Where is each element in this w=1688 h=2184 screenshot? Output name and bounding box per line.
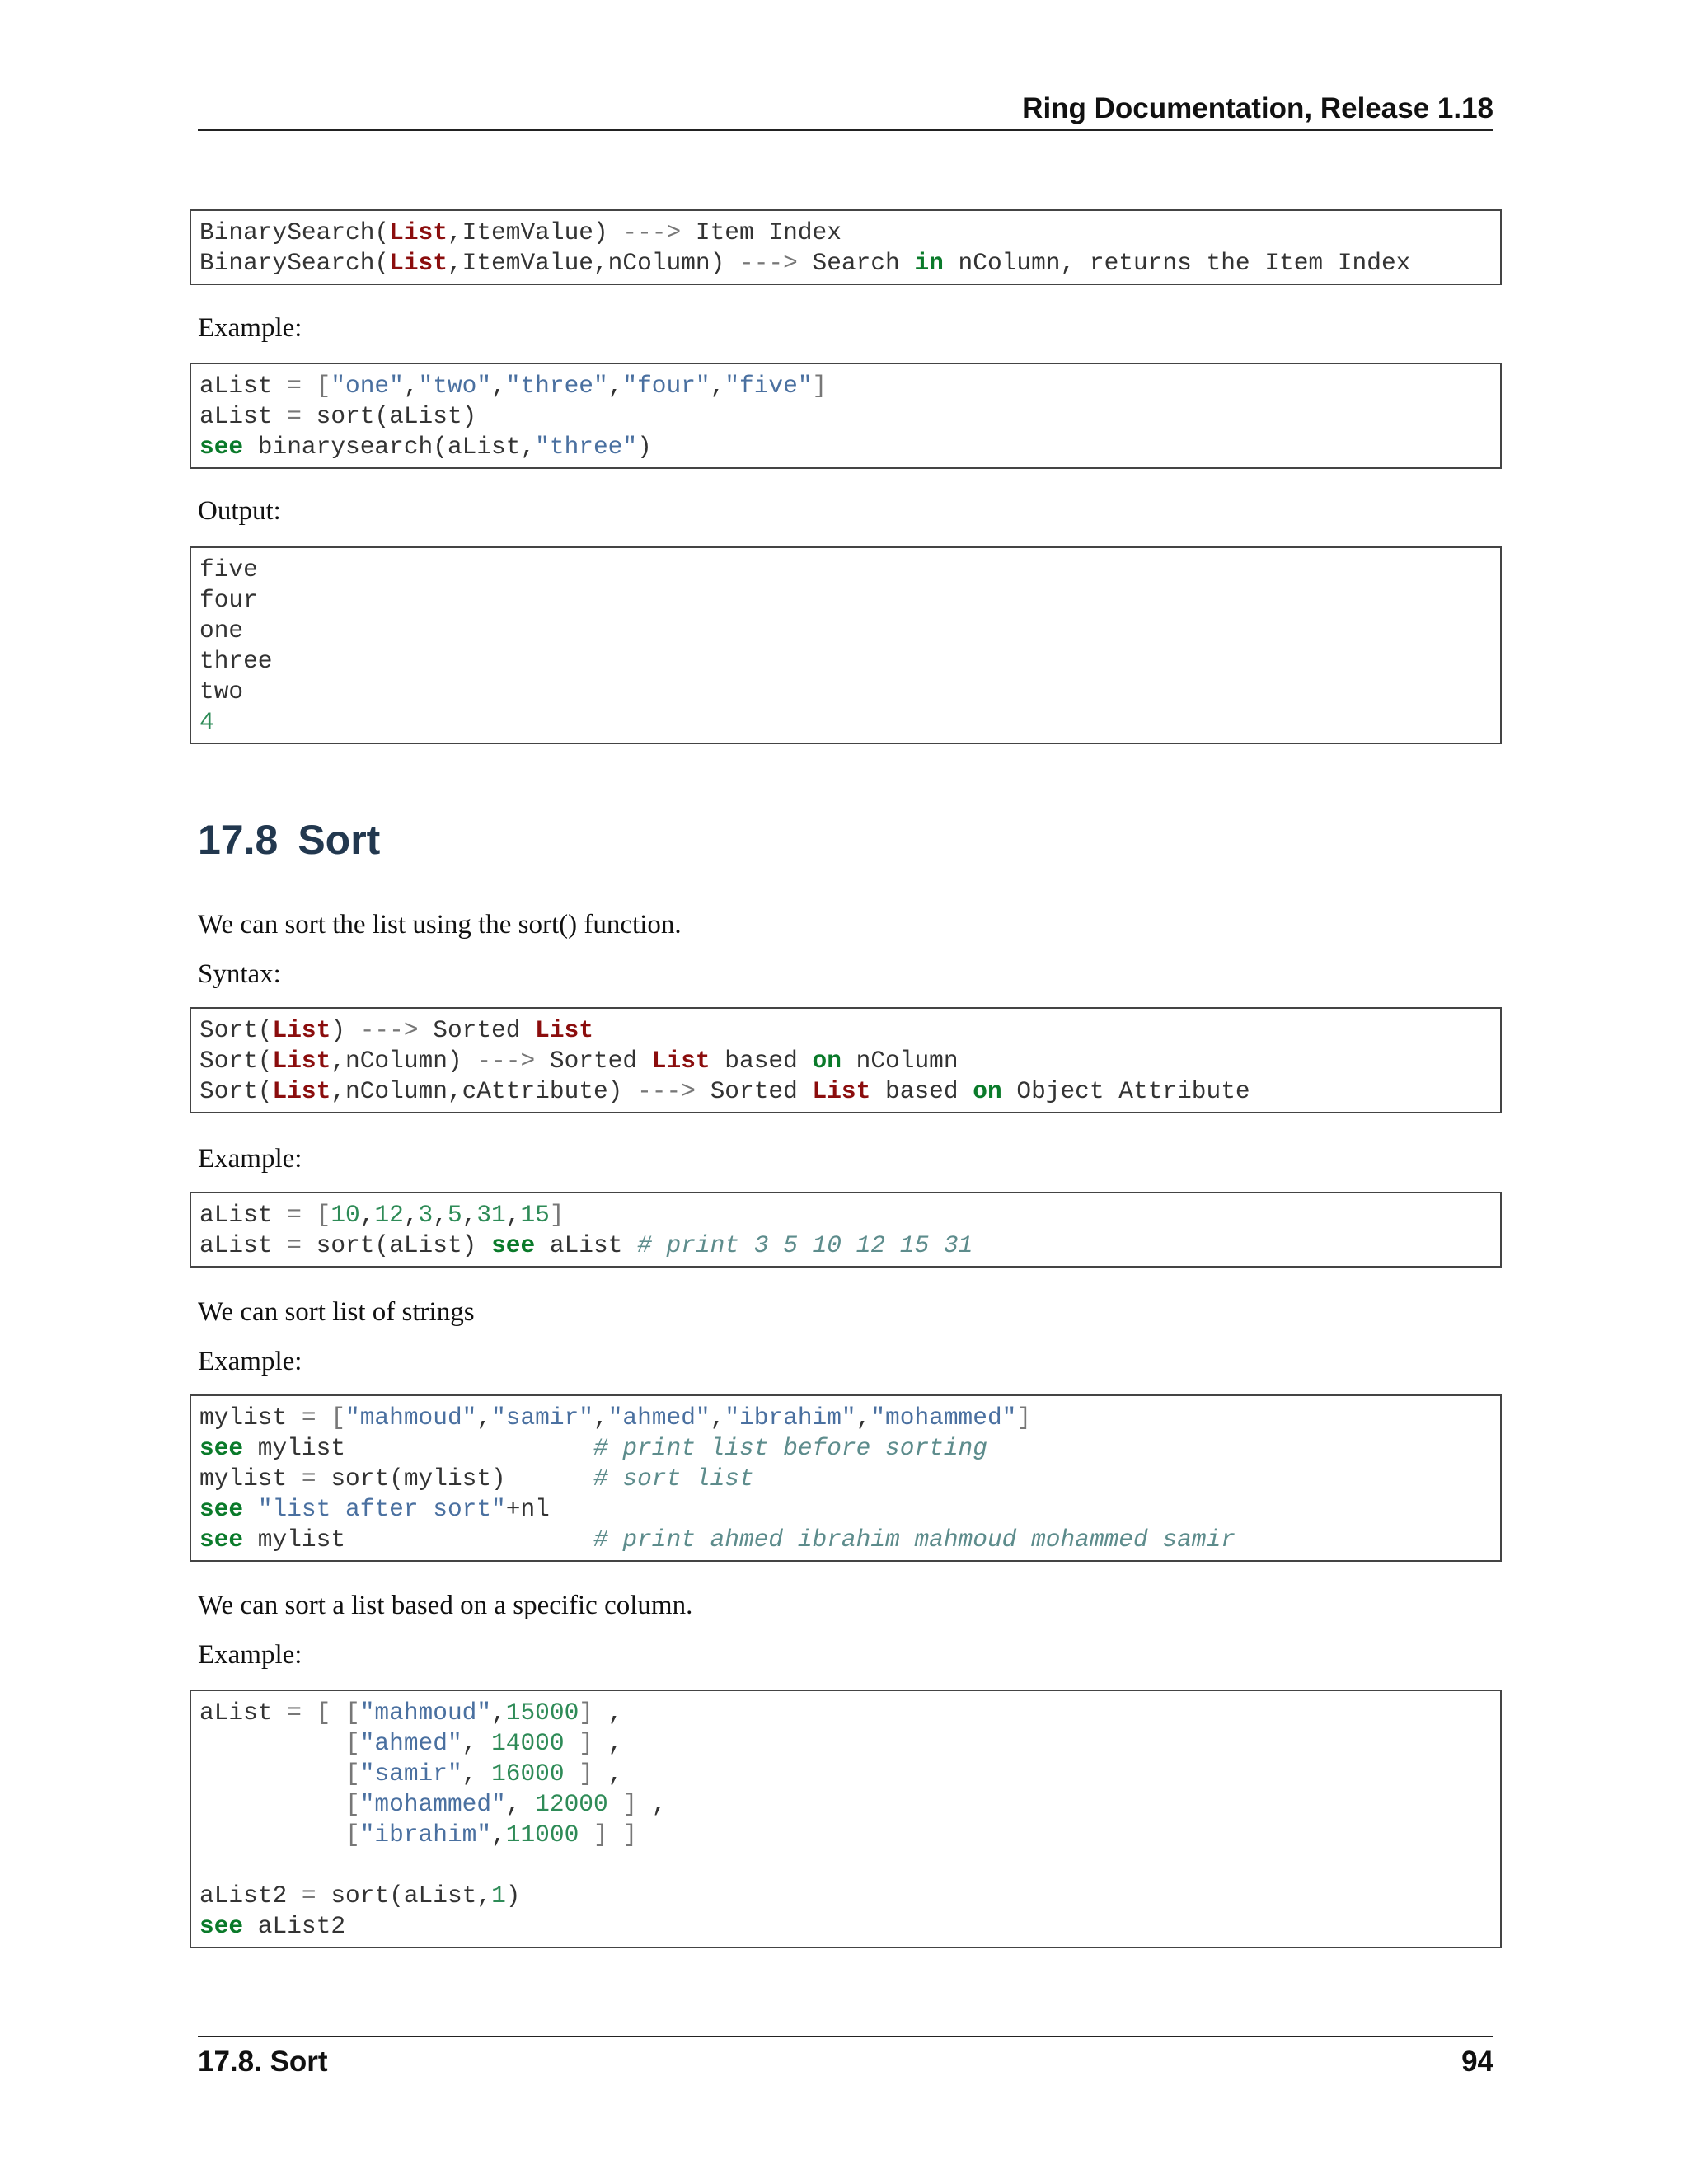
code-token: List <box>651 1047 710 1075</box>
code-token: ,nColumn) <box>331 1047 477 1075</box>
code-token <box>565 1760 579 1788</box>
code-line <box>199 646 1492 677</box>
paragraph-example-label: Example: <box>198 313 302 343</box>
code-token: Sorted <box>535 1047 652 1075</box>
code-token: "mahmoud" <box>345 1404 477 1432</box>
code-token: 3 <box>418 1201 434 1229</box>
code-token <box>579 1821 593 1849</box>
code-line <box>199 371 1492 401</box>
code-token: 4 <box>199 708 214 736</box>
code-token: , <box>593 1699 623 1727</box>
code-token: five <box>199 555 258 583</box>
code-token: aList <box>199 1231 288 1259</box>
code-token: ---> <box>359 1016 419 1044</box>
code-token: List <box>389 218 448 246</box>
code-token: on <box>812 1047 842 1075</box>
code-token: nColumn, returns the Item Index <box>943 249 1411 277</box>
code-token: aList <box>199 1201 288 1229</box>
code-token: sort(aList) <box>301 1231 492 1259</box>
code-token: ] <box>579 1699 593 1727</box>
code-token: "three" <box>505 372 608 400</box>
code-token: ,ItemValue) <box>447 218 623 246</box>
code-token: List <box>812 1077 871 1105</box>
code-token: ---> <box>476 1047 536 1075</box>
code-token: ,nColumn,cAttribute) <box>331 1077 638 1105</box>
header-divider <box>198 129 1493 131</box>
code-token: List <box>272 1016 331 1044</box>
code-token: +nl <box>505 1495 550 1523</box>
code-token <box>199 1760 345 1788</box>
code-token: aList2 <box>243 1912 346 1940</box>
code-token: , <box>593 1729 623 1757</box>
code-token: "two" <box>418 372 492 400</box>
section-number: 17.8 <box>198 817 279 863</box>
code-line <box>199 1911 1492 1942</box>
code-token: [ <box>345 1760 360 1788</box>
code-token: ---> <box>622 218 682 246</box>
code-token: mylist <box>243 1526 593 1554</box>
code-token <box>199 1729 345 1757</box>
code-token: ] <box>593 1821 608 1849</box>
code-line <box>199 1200 1492 1230</box>
code-token: , <box>476 1404 492 1432</box>
code-token: aList <box>199 372 288 400</box>
code-token: , <box>710 372 725 400</box>
code-token: [ <box>316 1201 331 1229</box>
code-token <box>243 1495 258 1523</box>
code-block-binarysearch-output <box>190 546 1502 744</box>
paragraph-example-label-4: Example: <box>198 1640 302 1670</box>
code-token: = <box>287 1231 302 1259</box>
code-token: see <box>199 1495 244 1523</box>
code-line <box>199 707 1492 738</box>
code-line <box>199 432 1492 462</box>
code-token: ] <box>812 372 828 400</box>
code-token: 14000 <box>491 1729 565 1757</box>
code-token: see <box>199 433 244 461</box>
code-token: List <box>272 1047 331 1075</box>
code-token <box>302 1201 316 1229</box>
code-token: 12000 <box>535 1790 608 1818</box>
code-token <box>316 1404 331 1432</box>
code-token: , <box>505 1790 536 1818</box>
code-token: ) <box>637 433 652 461</box>
code-token: 11000 <box>505 1821 579 1849</box>
code-token: "ibrahim" <box>359 1821 492 1849</box>
paragraph-example-label-2: Example: <box>198 1144 302 1174</box>
code-block-sort-example <box>190 1192 1502 1268</box>
code-token: = <box>301 1465 316 1493</box>
code-line <box>199 1433 1492 1464</box>
code-token <box>199 1821 345 1849</box>
code-token: = <box>287 1699 302 1727</box>
code-token: Item Index <box>681 218 842 246</box>
code-token: , <box>710 1404 725 1432</box>
code-line <box>199 1494 1492 1525</box>
code-token: "mahmoud" <box>359 1699 492 1727</box>
code-token: , <box>593 1760 623 1788</box>
code-token: aList2 <box>199 1882 302 1910</box>
code-token: List <box>389 249 448 277</box>
paragraph-example-label-3: Example: <box>198 1347 302 1376</box>
header-title: Ring Documentation, Release 1.18 <box>1022 92 1493 124</box>
code-token: Search <box>797 249 915 277</box>
code-line <box>199 1789 1492 1820</box>
code-token: mylist <box>199 1404 302 1432</box>
code-token: "mohammed" <box>359 1790 506 1818</box>
code-token: , <box>433 1201 448 1229</box>
code-line <box>199 616 1492 646</box>
code-line <box>199 1525 1492 1555</box>
code-token: 1 <box>491 1882 506 1910</box>
code-token: , <box>491 1821 506 1849</box>
code-token: "ahmed" <box>607 1404 710 1432</box>
code-token: one <box>199 616 244 644</box>
code-token <box>608 1790 623 1818</box>
code-token: ---> <box>739 249 798 277</box>
code-token: Sort( <box>199 1016 273 1044</box>
code-token: see <box>199 1434 244 1462</box>
section-title: Sort <box>298 817 381 863</box>
code-token: = <box>287 372 302 400</box>
code-line <box>199 1464 1492 1494</box>
paragraph-syntax-label: Syntax: <box>198 959 281 989</box>
code-token: , <box>462 1729 492 1757</box>
footer-section: 17.8. Sort <box>198 2046 328 2078</box>
code-token: # print 3 5 10 12 15 31 <box>637 1231 973 1259</box>
code-line <box>199 1076 1492 1107</box>
code-token: see <box>199 1912 244 1940</box>
code-token: three <box>199 647 273 675</box>
code-token: "samir" <box>491 1404 593 1432</box>
code-line <box>199 1015 1492 1046</box>
code-token: , <box>462 1201 477 1229</box>
code-token: "ahmed" <box>359 1729 462 1757</box>
code-token: Sort( <box>199 1047 273 1075</box>
code-token: sort(aList, <box>316 1882 492 1910</box>
code-line <box>199 1759 1492 1789</box>
code-token: aList <box>199 1699 288 1727</box>
code-token: four <box>199 586 258 614</box>
code-block-binarysearch-example <box>190 363 1502 469</box>
code-token: ---> <box>637 1077 696 1105</box>
code-token: 31 <box>476 1201 506 1229</box>
code-token <box>199 1790 345 1818</box>
code-line <box>199 1728 1492 1759</box>
code-token: , <box>637 1790 667 1818</box>
code-token: "ibrahim" <box>724 1404 856 1432</box>
code-block-sort-syntax <box>190 1007 1502 1113</box>
code-token: , <box>491 372 506 400</box>
code-token: mylist <box>199 1465 302 1493</box>
code-token: [ <box>345 1729 360 1757</box>
code-token: 5 <box>447 1201 462 1229</box>
code-token: sort(mylist) <box>316 1465 593 1493</box>
code-token: # print list before sorting <box>593 1434 987 1462</box>
code-token <box>302 372 316 400</box>
code-token: ,ItemValue,nColumn) <box>447 249 740 277</box>
code-token: ) <box>505 1882 521 1910</box>
code-token: , <box>607 372 623 400</box>
code-token: binarysearch(aList, <box>243 433 536 461</box>
code-token: ] <box>1016 1404 1032 1432</box>
code-token: , <box>462 1760 492 1788</box>
code-line <box>199 1698 1492 1728</box>
code-token: = <box>301 1882 316 1910</box>
paragraph-sort-intro: We can sort the list using the sort() function. <box>198 910 682 940</box>
code-token: aList <box>535 1231 638 1259</box>
code-token: List <box>272 1077 331 1105</box>
code-token: Sorted <box>695 1077 813 1105</box>
code-token: Sort( <box>199 1077 273 1105</box>
code-token: , <box>505 1201 521 1229</box>
code-token: [ <box>345 1790 360 1818</box>
code-line <box>199 1230 1492 1261</box>
code-line <box>199 1403 1492 1433</box>
code-line <box>199 1046 1492 1076</box>
code-token: Sorted <box>418 1016 536 1044</box>
code-token: aList <box>199 402 288 430</box>
code-line <box>199 401 1492 432</box>
paragraph-output-label: Output: <box>198 496 281 526</box>
code-token: in <box>914 249 944 277</box>
code-token: # print ahmed ibrahim mahmoud mohammed samir <box>593 1526 1236 1554</box>
code-token: ] <box>622 1790 638 1818</box>
code-line <box>199 248 1492 279</box>
code-token: 10 <box>331 1201 360 1229</box>
code-token: ] <box>579 1760 593 1788</box>
code-token: 16000 <box>491 1760 565 1788</box>
code-line <box>199 677 1492 707</box>
code-token: nColumn <box>841 1047 959 1075</box>
code-line <box>199 555 1492 585</box>
code-line <box>199 1850 1492 1881</box>
code-token: "five" <box>724 372 813 400</box>
code-token: "mohammed" <box>870 1404 1017 1432</box>
code-token: ] <box>622 1821 638 1849</box>
code-block-strings-example <box>190 1394 1502 1562</box>
code-token: "one" <box>331 372 404 400</box>
code-token: , <box>403 1201 419 1229</box>
code-token: [ <box>316 372 331 400</box>
code-token: see <box>491 1231 536 1259</box>
code-token: [ <box>345 1821 360 1849</box>
code-token: ) <box>331 1016 360 1044</box>
code-token: based <box>870 1077 973 1105</box>
code-block-binarysearch-syntax <box>190 209 1502 285</box>
code-token: "three" <box>535 433 638 461</box>
code-token: = <box>301 1404 316 1432</box>
code-token: see <box>199 1526 244 1554</box>
code-token: "samir" <box>359 1760 462 1788</box>
section-heading <box>198 816 380 864</box>
code-line <box>199 1820 1492 1850</box>
code-token: , <box>593 1404 608 1432</box>
code-token: on <box>973 1077 1002 1105</box>
code-token: "list after sort" <box>257 1495 506 1523</box>
code-token: 15 <box>520 1201 550 1229</box>
code-token: = <box>287 1201 302 1229</box>
code-token: BinarySearch( <box>199 218 390 246</box>
code-line <box>199 585 1492 616</box>
code-token: mylist <box>243 1434 593 1462</box>
code-token: 12 <box>374 1201 404 1229</box>
code-token: # sort list <box>593 1465 754 1493</box>
code-token: two <box>199 677 244 705</box>
code-token: 15000 <box>505 1699 579 1727</box>
code-token: = <box>287 402 302 430</box>
code-token: ] <box>579 1729 593 1757</box>
code-token: List <box>535 1016 593 1044</box>
code-token: based <box>710 1047 813 1075</box>
footer-divider <box>198 2036 1493 2037</box>
code-token <box>331 1699 345 1727</box>
code-line <box>199 1881 1492 1911</box>
code-token: , <box>403 372 419 400</box>
code-block-column-example <box>190 1690 1502 1948</box>
code-line <box>199 218 1492 248</box>
code-token: ] <box>549 1201 565 1229</box>
code-token: [ <box>345 1699 360 1727</box>
code-token: BinarySearch( <box>199 249 390 277</box>
code-token: [ <box>331 1404 346 1432</box>
code-token: , <box>359 1201 375 1229</box>
code-token <box>608 1821 623 1849</box>
code-token: sort(aList) <box>301 402 477 430</box>
code-token: "four" <box>622 372 710 400</box>
code-token <box>565 1729 579 1757</box>
code-token: Object Attribute <box>1001 1077 1250 1105</box>
paragraph-strings-intro: We can sort list of strings <box>198 1297 475 1327</box>
code-token: , <box>856 1404 871 1432</box>
code-token: [ <box>316 1699 331 1727</box>
code-token: , <box>491 1699 506 1727</box>
paragraph-column-intro: We can sort a list based on a specific column. <box>198 1591 693 1620</box>
page-number: 94 <box>1461 2046 1493 2078</box>
code-token <box>302 1699 316 1727</box>
